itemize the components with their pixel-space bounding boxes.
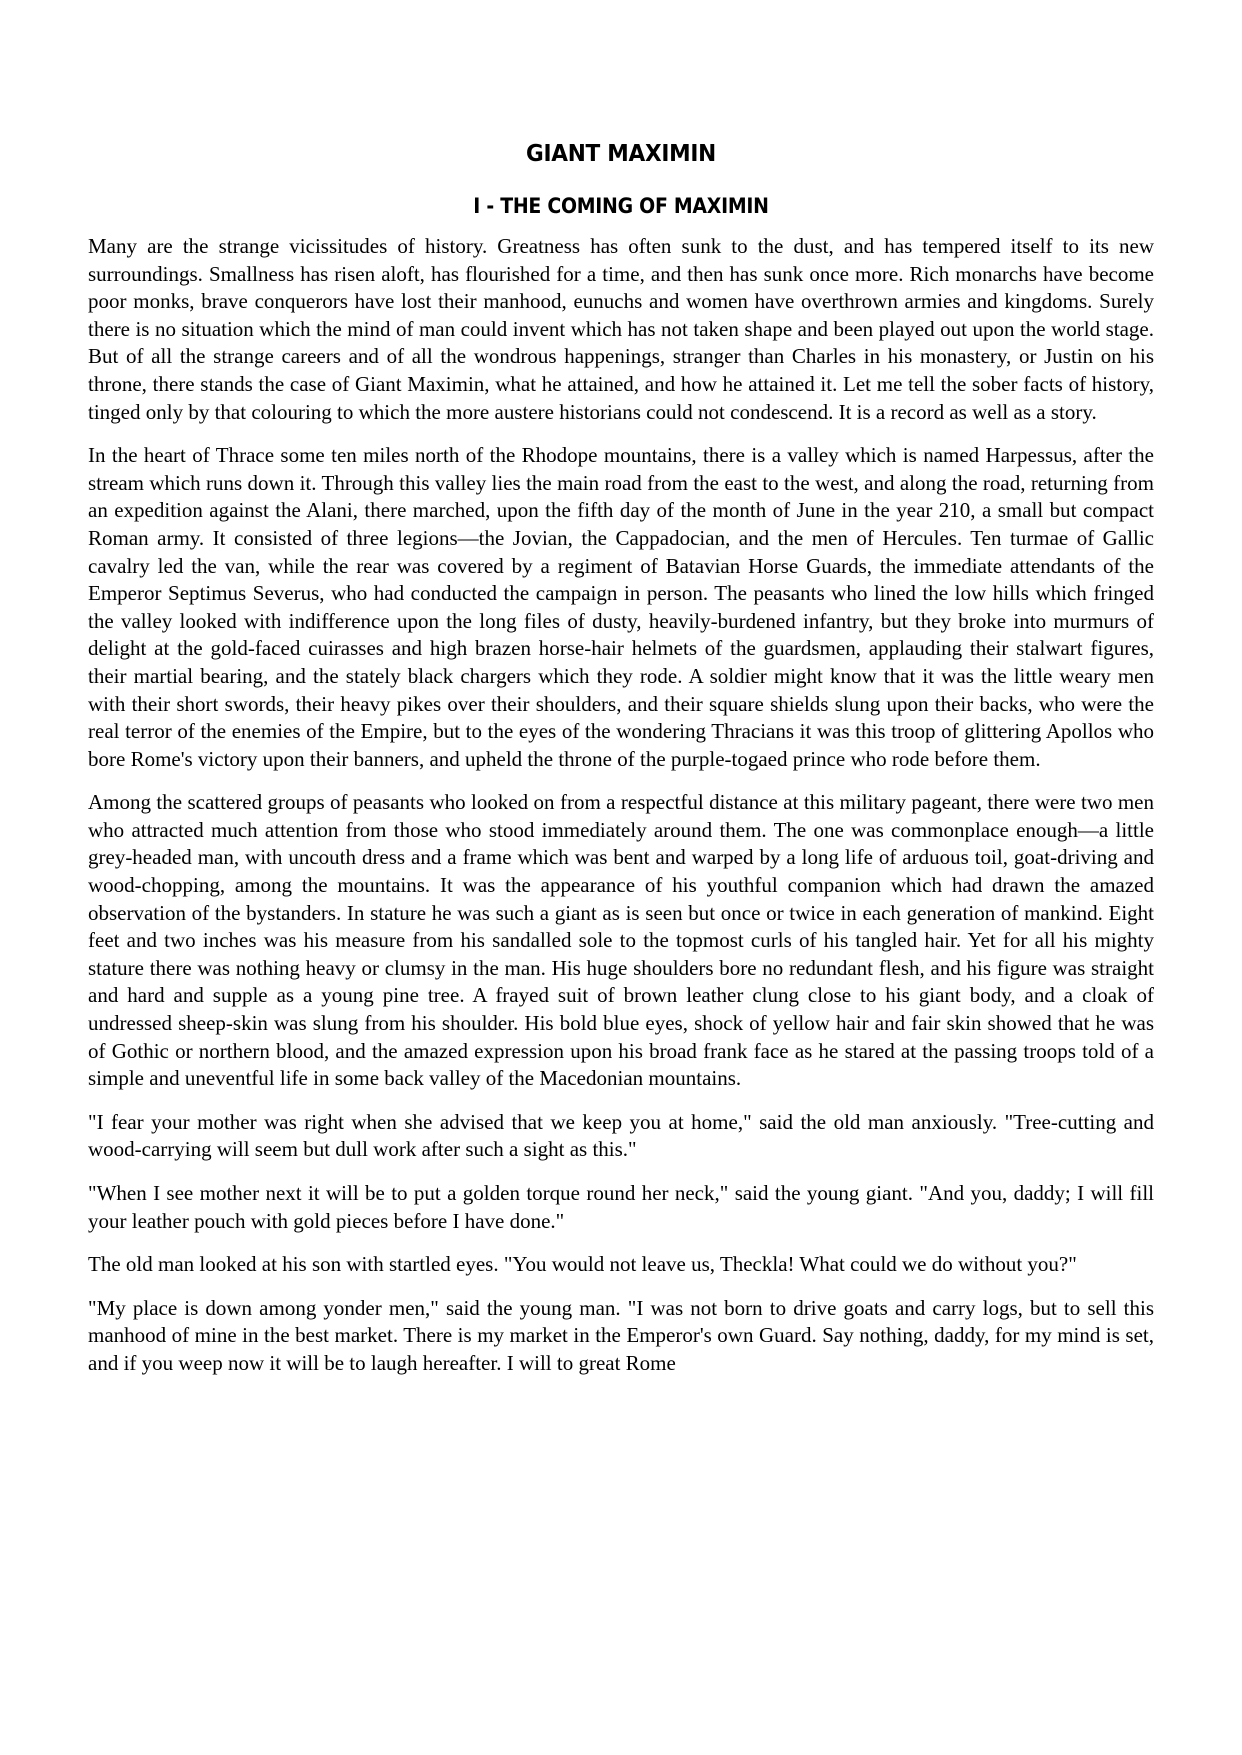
- document-page: [88, 132, 1154, 1394]
- paragraph: "When I see mother next it will be to put a golden torque round her neck," said the young giant. "And you, daddy; I will fill your leather pouch with gold pieces before I have done.": [88, 1181, 1154, 1233]
- document-title: GIANT MAXIMIN: [526, 139, 716, 167]
- paragraph: In the heart of Thrace some ten miles north of the Rhodope mountains, there is a valley which is named Harpessus, after the stream which runs down it. Through this valley lies the main road from the east to the west, and along the road, returning from an expedition against the Alani, there marched, upon the fifth day of the month of June in the year 210, a small but compact Roman army. It consisted of three legions—the Jovian, the Cappadocian, and the men of Hercules. Ten turmae of Gallic cavalry led the van, while the rear was covered by a regiment of Batavian Horse Guards, the immediate attendants of the Emperor Septimus Severus, who had conducted the campaign in person. The peasants who lined the low hills which fringed the valley looked with indifference upon the long files of dusty, heavily-burdened infantry, but they broke into murmurs of delight at the gold-faced cuirasses and high brazen horse-hair helmets of the guardsmen, applauding their stalwart figures, their martial bearing, and the stately black chargers which they rode. A soldier might know that it was the little weary men with their short swords, their heavy pikes over their shoulders, and their square shields slung upon their backs, who were the real terror of the enemies of the Empire, but to the eyes of the wondering Thracians it was this troop of glittering Apollos who bore Rome's victory upon their banners, and upheld the throne of the purple-togaed prince who rode before them.: [88, 443, 1154, 771]
- paragraph: Many are the strange vicissitudes of history. Greatness has often sunk to the dust, and has tempered itself to its new surroundings. Smallness has risen aloft, has flourished for a time, and then has sunk once more. Rich monarchs have become poor monks, brave conquerors have lost their manhood, eunuchs and women have overthrown armies and kingdoms. Surely there is no situation which the mind of man could invent which has not taken shape and been played out upon the world stage. But of all the strange careers and of all the wondrous happenings, stranger than Charles in his monastery, or Justin on his throne, there stands the case of Giant Maximin, what he attained, and how he attained it. Let me tell the sober facts of history, tinged only by that colouring to which the more austere historians could not condescend. It is a record as well as a story.: [88, 234, 1154, 424]
- paragraph: "I fear your mother was right when she advised that we keep you at home," said the old man anxiously. "Tree-cutting and wood-carrying will seem but dull work after such a sight as this.": [88, 1109, 1154, 1162]
- chapter-heading: I - THE COMING OF MAXIMIN: [473, 194, 769, 218]
- paragraph-truncated: "My place is down among yonder men," said the young man. "I was not born to drive goats and carry logs, but to sell this manhood of mine in the best market. There is my market in the Emperor's own Guard. Say nothing, daddy, for my mind is set, and if you weep now it will be to laugh hereafter. I will to great Rome: [88, 1295, 1154, 1375]
- paragraph: The old man looked at his son with startled eyes. "You would not leave us, Theckla! What could we do without you?": [88, 1252, 1077, 1277]
- paragraph: Among the scattered groups of peasants who looked on from a respectful distance at this military pageant, there were two men who attracted much attention from those who stood immediately around them. The one was commonplace enough—a little grey-headed man, with uncouth dress and a frame which was bent and warped by a long life of arduous toil, goat-driving and wood-chopping, among the mountains. It was the appearance of his youthful companion which had drawn the amazed observation of the bystanders. In stature he was such a giant as is seen but once or twice in each generation of mankind. Eight feet and two inches was his measure from his sandalled sole to the topmost curls of his tangled hair. Yet for all his mighty stature there was nothing heavy or clumsy in the man. His huge shoulders bore no redundant flesh, and his figure was straight and hard and supple as a young pine tree. A frayed suit of brown leather clung close to his giant body, and a cloak of undressed sheep-skin was slung from his shoulder. His bold blue eyes, shock of yellow hair and fair skin showed that he was of Gothic or northern blood, and the amazed expression upon his broad frank face as he stared at the passing troops told of a simple and uneventful life in some back valley of the Macedonian mountains.: [88, 790, 1154, 1091]
